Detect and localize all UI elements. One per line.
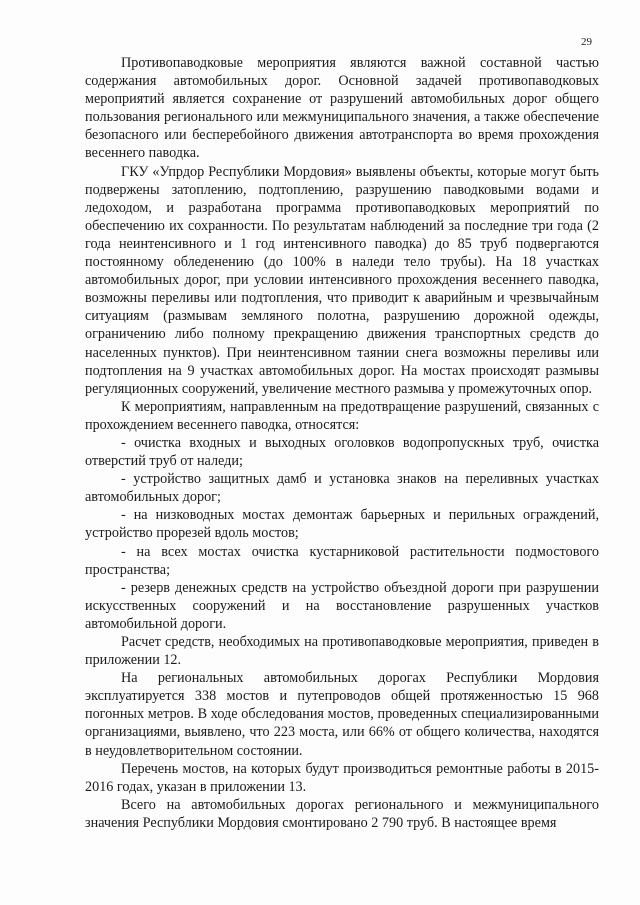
list-item: - очистка входных и выходных оголовков водопропускных труб, очистка отверстий труб от наледи; [85,434,599,470]
list-item: - устройство защитных дамб и установка знаков на переливных участках автомобильных дорог; [85,471,599,506]
list-item: - резерв денежных средств на устройство объездной дороги при разрушении искусственных сооружений и на восстановление разрушенных участков автомобильной дороги. [85,579,599,632]
paragraph: ГКУ «Упрдор Республики Мордовия» выявлены объекты, которые могут быть подвержены затоплению, подтоплению, разрушению паводковыми водами и ледоходом, и разработана программа противопаводковых мероприятий по обеспечению их сохранности. По результатам наблюдений за последние три года (2 года неинтенсивного и 1 год интенсивного паводка) до 85 труб подвергаются постоянному обледенению (до 100% в наледи тело трубы). На 18 участках автомобильных дорог, при условии интенсивного прохождения весеннего паводка, возможны переливы или подтопления, что приводит к аварийным и чрезвычайным ситуациям (размывам земляного полотна, разрушению дорожной одежды, ограничению либо полному прекращению движения транспортных средств до населенных пунктов). При неинтенсивном таянии снега возможны переливы или подтопления на 9 участках автомобильных дорог. На мостах происходят размывы регуляционных сооружений, увеличение местного размыва у промежуточных опор. [85,163,599,397]
paragraph: Всего на автомобильных дорогах регионального и межмуниципального значения Республики Мордовия смонтировано 2 790 труб. В настоящее время [85,796,599,831]
paragraph: Расчет средств, необходимых на противопаводковые мероприятия, приведен в приложении 12. [85,634,599,669]
list-item: - на низководных мостах демонтаж барьерных и перильных ограждений, устройство прорезей вдоль мостов; [85,507,599,542]
paragraph: На региональных автомобильных дорогах Республики Мордовия эксплуатируется 338 мостов и путепроводов общей протяженностью 15 968 погонных метров. В ходе обследования мостов, проведенных специализированными организациями, выявлено, что 223 моста, или 66% от общего количества, находятся в неудовлетворительном состоянии. [85,670,599,759]
document-body [85,54,599,832]
paragraph: Противопаводковые мероприятия являются важной составной частью содержания автомобильных дорог. Основной задачей противопаводковых мероприятий является сохранение от разрушений автомобильных дорог общего пользования регионального или межмуниципального значения, а также обеспечение безопасного или бесперебойного движения автотранспорта во время прохождения весеннего паводка. [85,55,599,162]
page-number: 29 [581,36,592,48]
paragraph: Перечень мостов, на которых будут производиться ремонтные работы в 2015-2016 годах, указан в приложении 13. [85,760,599,795]
list-item: - на всех мостах очистка кустарниковой растительности подмостового пространства; [85,543,599,578]
paragraph: К мероприятиям, направленным на предотвращение разрушений, связанных с прохождением весеннего паводка, относятся: [85,398,599,433]
